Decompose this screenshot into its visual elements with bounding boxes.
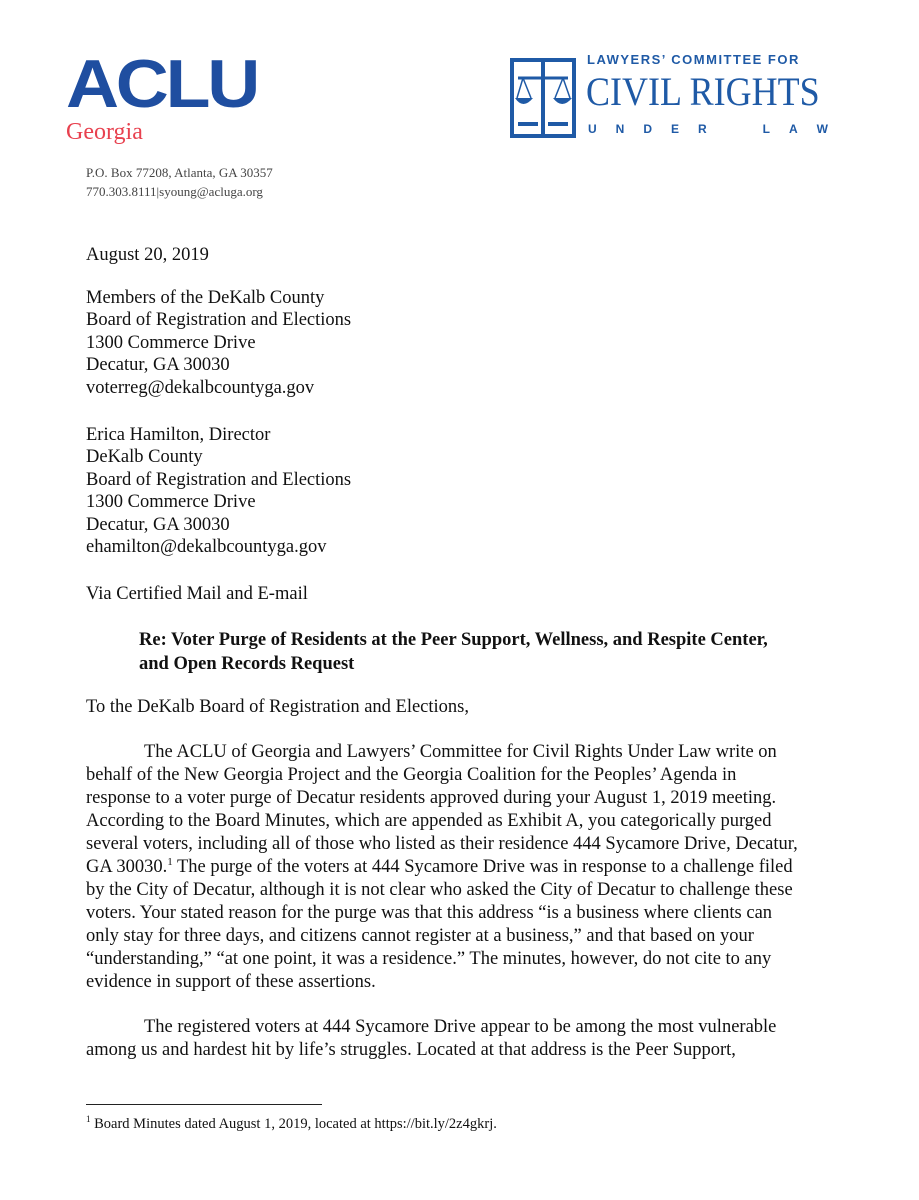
- paragraph-line: behalf of the New Georgia Project and the Georgia Coalition for the Peoples’ Agenda in: [86, 765, 737, 785]
- aclu-state-label: Georgia: [66, 119, 143, 145]
- recipient-1-line: 1300 Commerce Drive: [86, 332, 256, 353]
- paragraph-line: response to a voter purge of Decatur residents approved during your August 1, 2019 meeting.: [86, 788, 777, 808]
- subject-line-1: Re: Voter Purge of Residents at the Peer Support, Wellness, and Respite Center,: [139, 630, 768, 650]
- paragraph-line: “understanding,” “at one point, it was a residence.” The minutes, however, do not cite to any: [86, 949, 772, 969]
- footnote-number: 1: [86, 1114, 91, 1125]
- contact-info: [86, 163, 273, 201]
- recipient-2-email: ehamilton@dekalbcountyga.gov: [86, 537, 327, 558]
- paragraph-line: several voters, including all of those who listed as their residence 444 Sycamore Drive, Decatur,: [86, 834, 798, 854]
- paragraph-line: by the City of Decatur, although it is not clear who asked the City of Decatur to challenge these: [86, 880, 793, 900]
- lc-name-line-3: U N D E R L A W: [588, 122, 828, 136]
- recipient-1-email: voterreg@dekalbcountyga.gov: [86, 377, 315, 398]
- recipient-2-line: Erica Hamilton, Director: [86, 425, 271, 445]
- subject-line: [139, 628, 839, 676]
- contact-phone-email: 770.303.8111|syoung@acluga.org: [86, 184, 263, 199]
- footnote-text: Board Minutes dated August 1, 2019, located at https://bit.ly/2z4gkrj.: [94, 1116, 497, 1132]
- delivery-method: Via Certified Mail and E-mail: [86, 584, 308, 604]
- recipient-1-line: Members of the DeKalb County: [86, 288, 325, 308]
- aclu-georgia-logo: [66, 46, 258, 150]
- recipient-2-line: DeKalb County: [86, 447, 203, 468]
- body-paragraph-2: [86, 1016, 826, 1062]
- lawyers-committee-logo: [510, 52, 830, 142]
- paragraph-line: According to the Board Minutes, which are appended as Exhibit A, you categorically purged: [86, 811, 772, 831]
- subject-line-2: and Open Records Request: [139, 654, 355, 674]
- recipient-block-2: [86, 424, 351, 558]
- footnote-marker: 1: [167, 855, 173, 868]
- footnote-separator: [86, 1104, 322, 1105]
- letter-date: August 20, 2019: [86, 245, 209, 265]
- paragraph-line: GA 30030.$^1$ The purge of the voters at 444 Sycamore Drive was in response to a challenge filed: [86, 855, 793, 877]
- lc-name-line-2: CIVIL RIGHTS: [586, 69, 820, 114]
- recipient-1-line: Board of Registration and Elections: [86, 310, 352, 331]
- paragraph-line: evidence in support of these assertions.: [86, 972, 376, 992]
- lc-name-line-1: LAWYERS’ COMMITTEE FOR: [587, 52, 800, 67]
- paragraph-line: voters. Your stated reason for the purge was that this address “is a business where clients can: [86, 903, 773, 923]
- salutation: To the DeKalb Board of Registration and Elections,: [86, 697, 469, 717]
- recipient-2-line: Board of Registration and Elections: [86, 469, 352, 490]
- body-paragraph-1: [86, 741, 826, 994]
- scales-of-justice-icon: [510, 58, 576, 138]
- paragraph-line: The registered voters at 444 Sycamore Drive appear to be among the most vulnerable: [144, 1017, 777, 1037]
- recipient-2-line: Decatur, GA 30030: [86, 514, 230, 535]
- aclu-wordmark: ACLU: [66, 46, 258, 122]
- footnote: [86, 1115, 497, 1133]
- paragraph-line: only stay for three days, and citizens cannot register at a business,” and that based on your: [86, 926, 754, 946]
- paragraph-line: The ACLU of Georgia and Lawyers’ Committee for Civil Rights Under Law write on: [144, 742, 777, 762]
- recipient-block-1: [86, 287, 351, 399]
- recipient-2-line: 1300 Commerce Drive: [86, 492, 256, 513]
- contact-address: P.O. Box 77208, Atlanta, GA 30357: [86, 165, 273, 180]
- recipient-1-line: Decatur, GA 30030: [86, 355, 230, 376]
- paragraph-line: among us and hardest hit by life’s struggles. Located at that address is the Peer Support,: [86, 1040, 736, 1060]
